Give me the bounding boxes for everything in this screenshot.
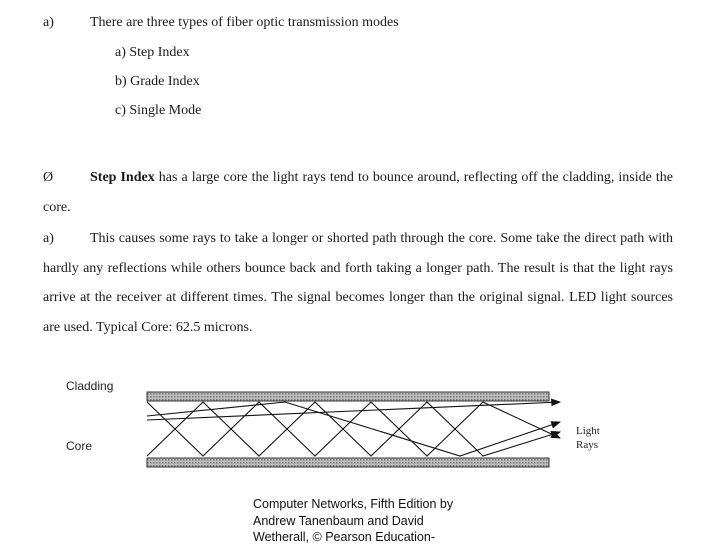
caption-line-1: Computer Networks, Fifth Edition by xyxy=(253,497,454,511)
intro-marker: a) xyxy=(43,15,54,30)
arrow-bullet-icon: Ø xyxy=(43,170,54,185)
cladding-bottom xyxy=(147,458,549,467)
step-index-description: has a large core the light rays tend to bounce around, reflecting off the cladding, inside the core. xyxy=(43,170,674,215)
light-rays xyxy=(147,402,560,456)
caption-line-3: Wetherall, © Pearson Education- xyxy=(253,530,435,544)
explanation-paragraph xyxy=(43,224,673,342)
mode-step-index: a) Step Index xyxy=(115,45,190,60)
light-rays-label-1: Light xyxy=(576,425,600,437)
caption-line-2: Andrew Tanenbaum and David xyxy=(253,513,424,528)
cladding-top xyxy=(147,392,549,401)
step-index-fiber-diagram xyxy=(60,372,620,477)
figure-caption xyxy=(253,496,493,546)
mode-grade-index: b) Grade Index xyxy=(115,74,200,89)
mode-single-mode: c) Single Mode xyxy=(115,103,202,118)
step-index-term: Step Index xyxy=(90,170,155,185)
step-index-paragraph xyxy=(43,163,673,222)
intro-text: There are three types of fiber optic transmission modes xyxy=(90,15,399,30)
light-ray-path-4 xyxy=(147,402,560,420)
core-label: Core xyxy=(66,439,93,453)
explanation-marker: a) xyxy=(43,231,54,246)
light-rays-label-2: Rays xyxy=(576,439,598,451)
cladding-label: Cladding xyxy=(66,379,114,393)
explanation-text: This causes some rays to take a longer or shorted path through the core. Some take the direct path with hardly any reflections while others bounce back and forth taking a longer path. The result is that the light rays arrive at the receiver at different times. The signal becomes longer than the original signal. LED light sources are used. Typical Core: 62.5 microns. xyxy=(43,231,673,335)
light-ray-path-3 xyxy=(147,402,560,456)
